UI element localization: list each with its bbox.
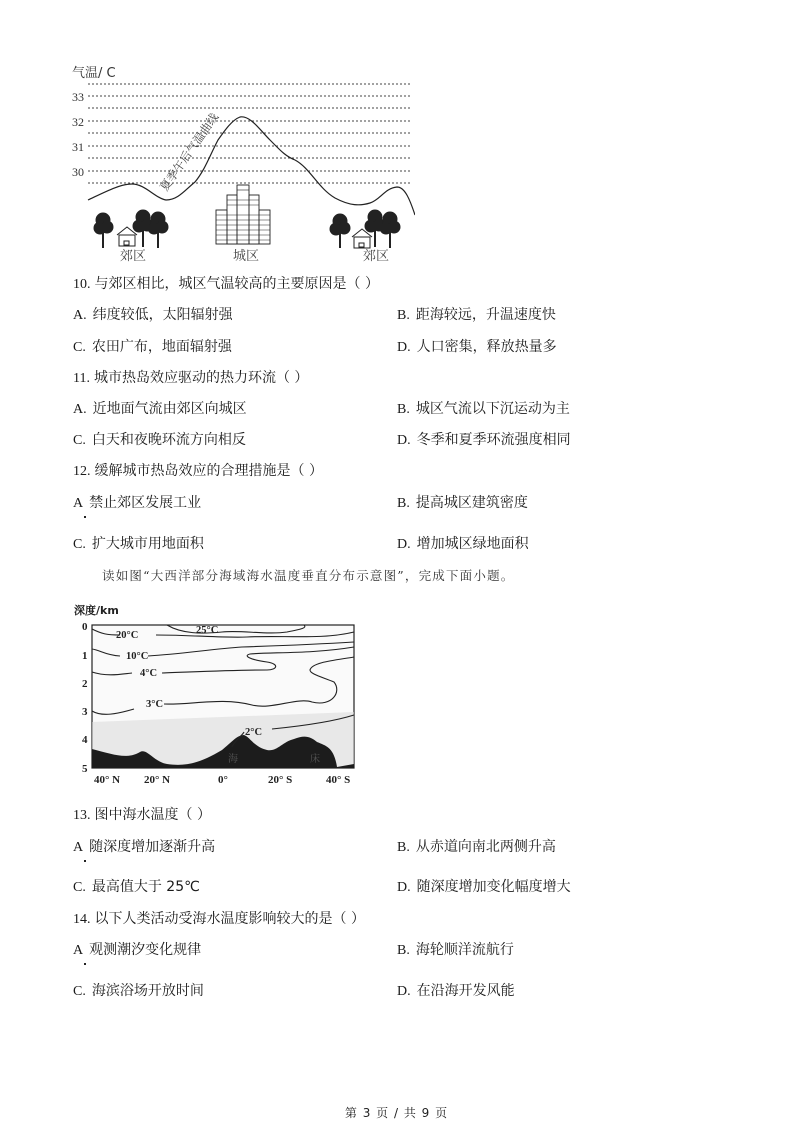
y-tick-32: 32 <box>72 115 84 129</box>
seabed-label-bed: 床 <box>310 754 320 765</box>
question-number: 10. <box>73 277 91 292</box>
depth-axis-label: 深度/km <box>74 604 119 617</box>
y-tick-31: 31 <box>72 140 84 154</box>
heat-island-figure <box>70 60 415 265</box>
lat-tick-20n: 20° N <box>144 774 171 786</box>
question-11-stem <box>73 369 308 388</box>
reading-instruction: 读如图“大西洋部分海域海水温度垂直分布示意图”，完成下面小题。 <box>102 568 515 583</box>
question-11-option-a[interactable]: A. 近地面气流由郊区向城区 <box>73 401 247 417</box>
ocean-temperature-figure <box>72 602 362 787</box>
lat-tick-20s: 20° S <box>268 774 293 786</box>
lat-tick-40s: 40° S <box>326 774 351 786</box>
depth-tick-3: 3 <box>82 706 88 718</box>
depth-tick-0: 0 <box>82 621 88 633</box>
question-number: 11. <box>73 371 90 386</box>
isotherm-label-3c: 3°C <box>146 699 164 710</box>
zone-label-right-suburb: 郊区 <box>363 249 390 264</box>
page-number-footer: 第 3 页 / 共 9 页 <box>344 1106 449 1120</box>
zone-label-left-suburb: 郊区 <box>120 249 147 264</box>
seabed-label-sea: 海 <box>228 754 238 765</box>
question-14-option-d[interactable]: D. 在沿海开发风能 <box>397 983 515 999</box>
stray-dot <box>84 860 86 862</box>
question-number: 12. <box>73 464 91 479</box>
question-13-option-c[interactable]: C. 最高值大于 25℃ <box>73 879 200 895</box>
question-12-option-c[interactable]: C. 扩大城市用地面积 <box>73 536 204 552</box>
question-text: 城市热岛效应驱动的热力环流（ ） <box>93 370 309 386</box>
isotherm-label-25c: 25°C <box>196 625 219 636</box>
question-10-stem <box>73 275 379 294</box>
isotherm-label-10c: 10°C <box>126 651 149 662</box>
question-text: 以下人类活动受海水温度影响较大的是（ ） <box>94 911 365 927</box>
question-13-option-a[interactable]: A 随深度增加逐渐升高 <box>73 839 216 855</box>
question-12-option-d[interactable]: D. 增加城区绿地面积 <box>397 536 529 552</box>
question-number: 13. <box>73 808 91 823</box>
question-12-stem <box>73 462 323 481</box>
y-tick-30: 30 <box>72 165 84 179</box>
depth-tick-1: 1 <box>82 650 88 662</box>
question-10-option-c[interactable]: C. 农田广布，地面辐射强 <box>73 339 232 355</box>
question-10-option-b[interactable]: B. 距海较远，升温速度快 <box>397 307 556 323</box>
question-number: 14. <box>73 912 91 927</box>
question-13-option-b[interactable]: B. 从赤道向南北两侧升高 <box>397 839 556 855</box>
question-14-option-a[interactable]: A 观测潮汐变化规律 <box>73 942 202 958</box>
question-13-option-d[interactable]: D. 随深度增加变化幅度增大 <box>397 879 571 895</box>
question-10-option-a[interactable]: A. 纬度较低，太阳辐射强 <box>73 307 233 323</box>
y-tick-33: 33 <box>72 90 84 104</box>
question-12-option-b[interactable]: B. 提高城区建筑密度 <box>397 495 528 511</box>
question-14-option-c[interactable]: C. 海滨浴场开放时间 <box>73 983 204 999</box>
zone-label-city: 城区 <box>233 249 260 264</box>
question-text: 与郊区相比，城区气温较高的主要原因是（ ） <box>94 276 379 292</box>
stray-dot <box>84 963 86 965</box>
question-12-option-a[interactable]: A 禁止郊区发展工业 <box>73 495 202 511</box>
ocean-temperature-chart <box>72 602 362 787</box>
question-11-option-d[interactable]: D. 冬季和夏季环流强度相同 <box>397 432 571 448</box>
question-10-option-d[interactable]: D. 人口密集，释放热量多 <box>397 339 557 355</box>
depth-tick-5: 5 <box>82 763 88 775</box>
question-text: 图中海水温度（ ） <box>94 807 211 823</box>
city-buildings-icon <box>216 185 270 244</box>
depth-tick-4: 4 <box>82 734 88 746</box>
depth-tick-2: 2 <box>82 678 88 690</box>
lat-tick-0: 0° <box>218 774 228 786</box>
question-13-stem <box>73 806 211 825</box>
grid-lines <box>88 84 410 183</box>
y-axis-label: 气温/ C <box>72 66 116 81</box>
question-text: 缓解城市热岛效应的合理措施是（ ） <box>94 463 323 479</box>
heat-island-chart <box>70 60 415 265</box>
curve-label: 夏季午后气温曲线 <box>156 110 222 194</box>
isotherm-label-4c: 4°C <box>140 668 158 679</box>
question-14-option-b[interactable]: B. 海轮顺洋流航行 <box>397 942 514 958</box>
isotherm-label-2c: 2°C <box>245 727 263 738</box>
question-11-option-c[interactable]: C. 白天和夜晚环流方向相反 <box>73 432 246 448</box>
isotherm-label-20c: 20°C <box>116 630 139 641</box>
lat-tick-40n: 40° N <box>94 774 121 786</box>
question-11-option-b[interactable]: B. 城区气流以下沉运动为主 <box>397 401 570 417</box>
stray-dot <box>84 516 86 518</box>
question-14-stem <box>73 910 365 929</box>
